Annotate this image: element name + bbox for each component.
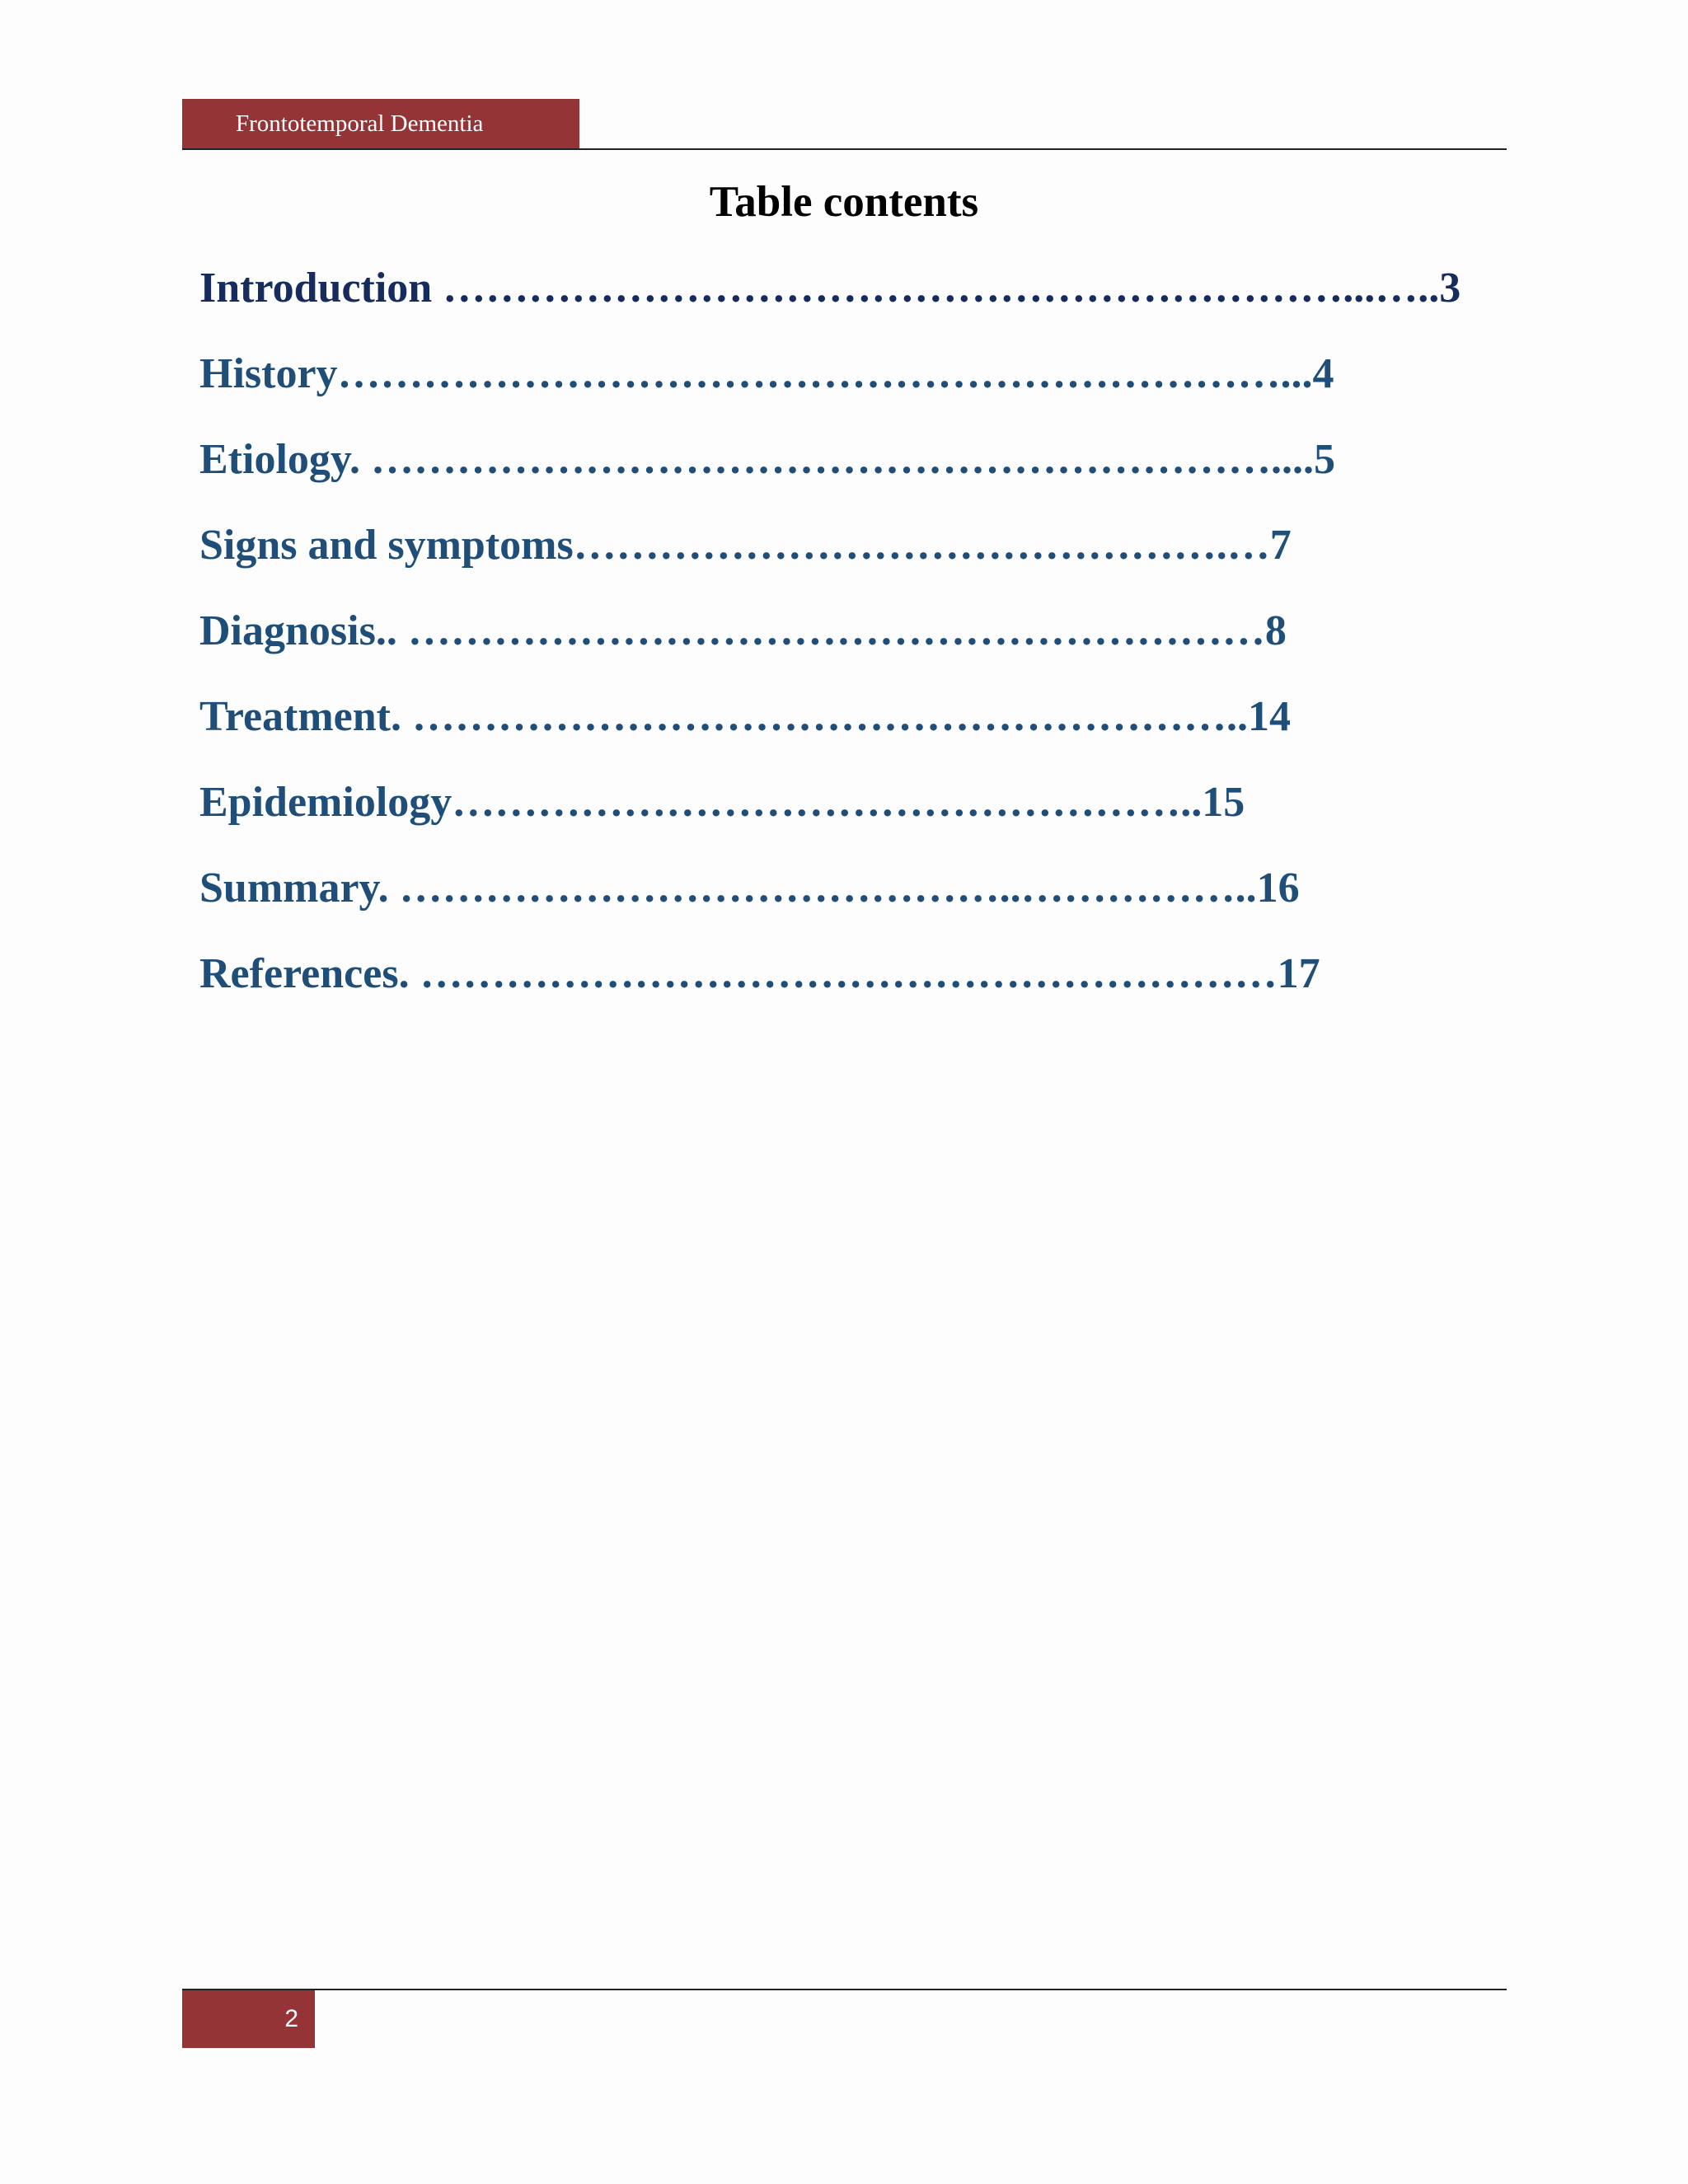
- running-header-title: Frontotemporal Dementia: [182, 99, 579, 149]
- toc-entry-signs-and-symptoms[interactable]: Signs and symptoms……………………………………….…7: [199, 522, 1292, 569]
- toc-entry-history[interactable]: History…………………………………………………………...4: [199, 350, 1334, 397]
- header-divider: [182, 148, 1507, 150]
- toc-entry-diagnosis[interactable]: Diagnosis.. ……………………………………………………8: [199, 607, 1287, 654]
- page-number: 2: [182, 1990, 315, 2048]
- footer-divider: [182, 1989, 1507, 1990]
- toc-entry-introduction[interactable]: Introduction ………………………………………………………...…..3: [199, 265, 1461, 312]
- toc-entry-etiology[interactable]: Etiology. ………………………………………………………....5: [199, 436, 1336, 483]
- toc-entry-epidemiology[interactable]: Epidemiology……………………………………………..15: [199, 779, 1245, 826]
- toc-entry-summary[interactable]: Summary. ……………………………………..……………..16: [199, 865, 1300, 912]
- toc-entry-references[interactable]: References. ……………………………………………………17: [199, 950, 1320, 997]
- page-title: Table contents: [709, 178, 979, 226]
- toc-entry-treatment[interactable]: Treatment. …………………………………………………..14: [199, 693, 1291, 740]
